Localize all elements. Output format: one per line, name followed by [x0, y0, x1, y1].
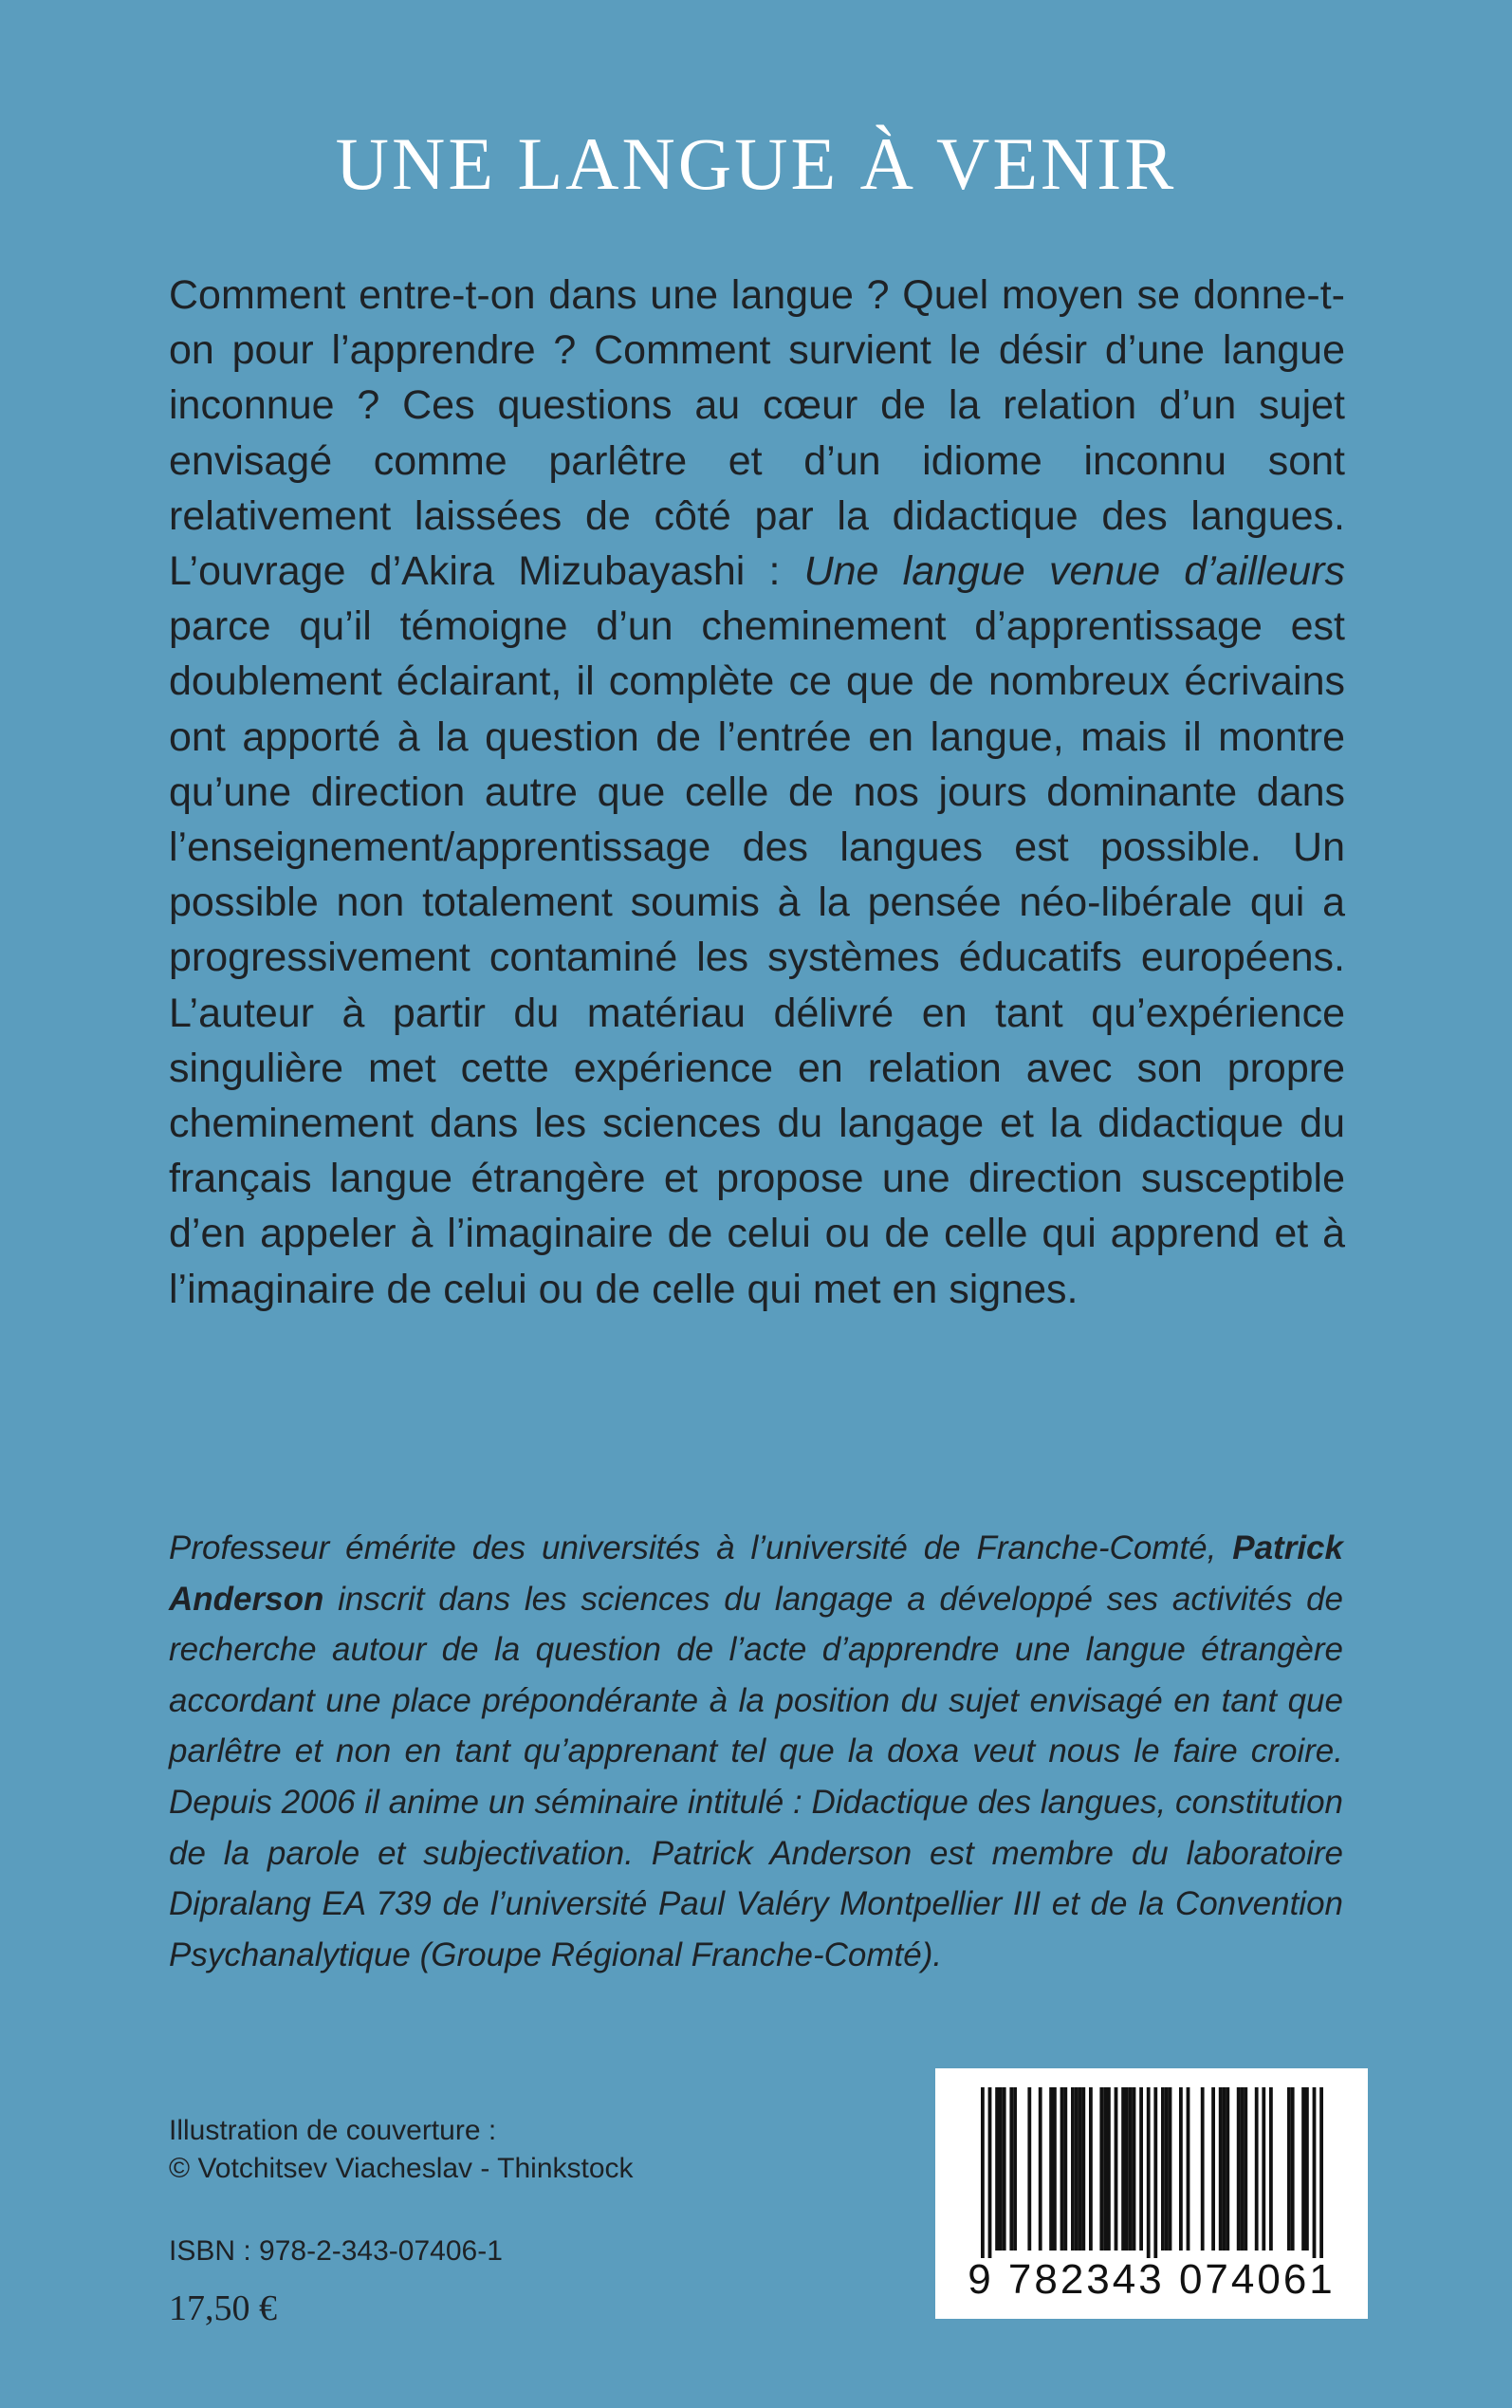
bio-intro: Professeur émérite des universités à l’université de Franche-Comté, [169, 1529, 1233, 1566]
summary-book-title: Une langue venue d’ailleurs [803, 548, 1345, 595]
barcode-bar [1313, 2087, 1317, 2258]
barcode-bar [999, 2087, 1003, 2251]
barcode-bar [1219, 2087, 1223, 2251]
barcode-bar [1179, 2087, 1183, 2251]
book-title: UNE LANGUE À VENIR [335, 122, 1177, 205]
barcode-bar [1165, 2087, 1169, 2251]
barcode-bar [1060, 2087, 1064, 2251]
barcode-bar [1121, 2087, 1125, 2251]
barcode-bar [1319, 2087, 1323, 2258]
summary-text-part1: Comment entre-t-on dans une langue ? Quel moyen se donne-t-on pour l’apprendre ? Comment survient le désir d’une langue inconnue ? Ces questions au cœur de la relation d’un sujet envisagé comme parlêtre et d’un idiome inconnu sont relativement laissées de côté par la didactique des langues. L’ouvrage d’Akira Mizubayashi : [169, 272, 1345, 595]
barcode-bar [1269, 2087, 1273, 2251]
illustration-credit [169, 2112, 634, 2188]
barcode-bar [988, 2087, 992, 2258]
barcode-bar [1089, 2087, 1093, 2251]
price: 17,50 € [169, 2288, 277, 2328]
barcode-bar [1013, 2087, 1017, 2251]
back-cover-summary [169, 268, 1345, 1317]
barcode-bar [1039, 2087, 1042, 2251]
summary-text-part2: parce qu’il témoigne d’un cheminement d’apprentissage est doublement éclairant, il complète ce que de nombreux écrivains ont apporté à la question de l’entrée en langue, mais il montre qu’une direction autre que celle de nos jours dominante dans l’enseignement/apprentissage des langues est possible. Un possible non totalement soumis à la pensée néo-libérale qui a progressivement contaminé les systèmes éducatifs européens. L’auteur à partir du matériau délivré en tant qu’expérience singulière met cette expérience en relation avec son propre cheminement dans les sciences du langage et la didactique du français langue étrangère et propose une direction susceptible d’en appeler à l’imaginaire de celui ou de celle qui apprend et à l’imaginaire de celui ou de celle qui met en signes. [169, 603, 1345, 1312]
barcode-bar [1287, 2087, 1291, 2251]
barcode-bar [1226, 2087, 1229, 2251]
barcode-digits: 9 782343 074061 [968, 2256, 1336, 2303]
barcode-bar [1153, 2087, 1157, 2258]
barcode-bar [1291, 2087, 1295, 2251]
barcode-bar [1103, 2087, 1107, 2251]
credit-label: Illustration de couverture : [169, 2115, 497, 2146]
barcode-bar [1049, 2087, 1053, 2251]
barcode-bar [1115, 2087, 1118, 2251]
barcode-bar [1301, 2087, 1305, 2251]
barcode-bar [1262, 2087, 1265, 2251]
barcode-bar [1201, 2087, 1205, 2251]
barcode-bar [1211, 2087, 1215, 2251]
barcode-bar [1241, 2087, 1245, 2251]
barcode-bar [1244, 2087, 1247, 2251]
isbn: ISBN : 978-2-343-07406-1 [169, 2235, 503, 2267]
barcode-bar [1161, 2087, 1165, 2251]
barcode-bar [1133, 2087, 1136, 2251]
barcode-bar [1237, 2087, 1241, 2251]
barcode-bar [1305, 2087, 1309, 2251]
barcode-bar [1063, 2087, 1067, 2251]
barcode-bar [1169, 2087, 1172, 2251]
ean13-barcode-icon [935, 2068, 1368, 2258]
barcode-bar [1027, 2087, 1031, 2251]
barcode-bar [1129, 2087, 1133, 2251]
barcode-bar [1053, 2087, 1057, 2251]
barcode-bar [1187, 2087, 1190, 2251]
author-name: Patrick Anderson [169, 1529, 1343, 1618]
barcode-bar [1003, 2087, 1006, 2251]
barcode-bar [1009, 2087, 1013, 2251]
barcode-bar [995, 2087, 999, 2251]
barcode-bar [1079, 2087, 1082, 2251]
barcode-bar [1125, 2087, 1129, 2251]
barcode-bar [1147, 2087, 1151, 2258]
barcode-bar [1255, 2087, 1259, 2251]
barcode-bar [1099, 2087, 1103, 2251]
barcode-bar [1223, 2087, 1226, 2251]
author-bio [169, 1523, 1343, 1980]
barcode-bar [1139, 2087, 1143, 2251]
bio-text: inscrit dans les sciences du langage a développé ses activités de recherche autour de la question de l’acte d’apprendre une langue étrangère accordant une place prépondérante à la position du sujet envisagé en tant que parlêtre et non en tant qu’apprenant tel que la doxa veut nous le faire croire. Depuis 2006 il anime un séminaire intitulé : Didactique des langues, constitution de la parole et subjectivation. Patrick Anderson est membre du laboratoire Dipralang EA 739 de l’université Paul Valéry Montpellier III et de la Convention Psychanalytique (Groupe Régional Franche-Comté). [169, 1580, 1343, 1973]
barcode-bar [1107, 2087, 1111, 2251]
barcode-bar [981, 2087, 985, 2258]
credit-value: © Votchitsev Viacheslav - Thinkstock [169, 2153, 634, 2184]
barcode-bar [1075, 2087, 1079, 2251]
barcode [935, 2068, 1368, 2319]
barcode-bar [1081, 2087, 1085, 2251]
barcode-bar [1071, 2087, 1075, 2251]
